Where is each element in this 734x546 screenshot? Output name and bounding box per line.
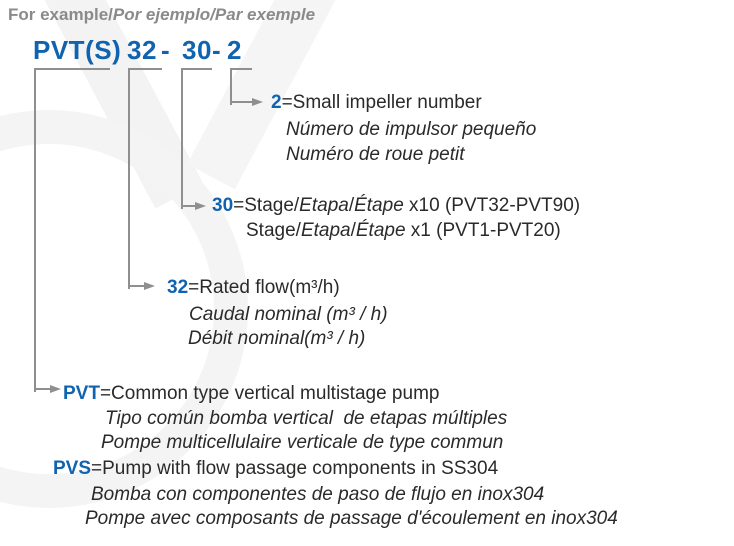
arrow-stage: [181, 205, 195, 207]
text-segment: /: [350, 220, 356, 241]
pvs-line-es: Bomba con componentes de paso de flujo en inox304: [91, 484, 545, 505]
example-heading: [8, 5, 315, 25]
text-segment: Etapa: [299, 195, 349, 216]
text-segment: =Small impeller number: [281, 92, 482, 113]
connector-series-line: [34, 68, 110, 392]
model-code-flow: 32: [127, 35, 157, 65]
text-segment: PVT: [63, 383, 100, 404]
text-segment: Étape: [354, 195, 404, 216]
text-segment: Stage/: [246, 220, 301, 241]
text-segment: Por ejemplo/Par exemple: [112, 5, 316, 24]
connector-flow-line: [128, 68, 162, 289]
impeller-line-en: [271, 92, 482, 114]
connector-stage-line: [181, 68, 212, 209]
connector-impeller-line: [230, 68, 252, 105]
text-segment: Étape: [355, 220, 406, 241]
text-segment: 2: [271, 92, 282, 113]
flow-line-en: [167, 277, 340, 299]
model-code-series: PVT(S): [33, 35, 122, 65]
text-segment: /: [348, 195, 355, 216]
stage-line-x1: [246, 220, 561, 242]
text-segment: x1 (PVT1-PVT20): [405, 220, 561, 241]
arrow-series: [34, 388, 50, 390]
text-segment: =Stage/: [233, 195, 300, 216]
text-segment: 32: [167, 277, 189, 298]
text-segment: 30: [212, 195, 234, 216]
text-segment: x10 (PVT32-PVT90): [403, 195, 581, 216]
flow-line-fr: Débit nominal(m³ / h): [188, 328, 366, 349]
model-code-dash: -: [212, 35, 222, 65]
model-code-dash: -: [161, 35, 171, 65]
text-segment: Etapa: [300, 220, 351, 241]
text-segment: PVS: [53, 458, 92, 479]
arrow-flow: [128, 285, 144, 287]
impeller-line-fr: Numéro de roue petit: [286, 144, 465, 165]
model-code-impeller: 2: [227, 35, 242, 65]
pvt-line-en: [63, 383, 439, 405]
model-code-stage: 30: [182, 35, 212, 65]
pvt-line-es: Tipo común bomba vertical de etapas múltiples: [105, 408, 508, 429]
flow-line-es: Caudal nominal (m³ / h): [189, 304, 388, 325]
stage-line-x10: [212, 195, 580, 217]
impeller-line-es: Número de impulsor pequeño: [286, 119, 537, 140]
text-segment: For example/: [8, 5, 113, 24]
text-segment: =Pump with flow passage components in SS304: [91, 458, 499, 479]
pvs-line-fr: Pompe avec composants de passage d'écoulement en inox304: [85, 508, 618, 529]
text-segment: =Common type vertical multistage pump: [99, 383, 440, 404]
text-segment: =Rated flow(m³/h): [188, 277, 340, 298]
pvs-line-en: [53, 458, 498, 480]
arrow-impeller: [230, 101, 252, 103]
pvt-line-fr: Pompe multicellulaire verticale de type commun: [101, 432, 504, 453]
